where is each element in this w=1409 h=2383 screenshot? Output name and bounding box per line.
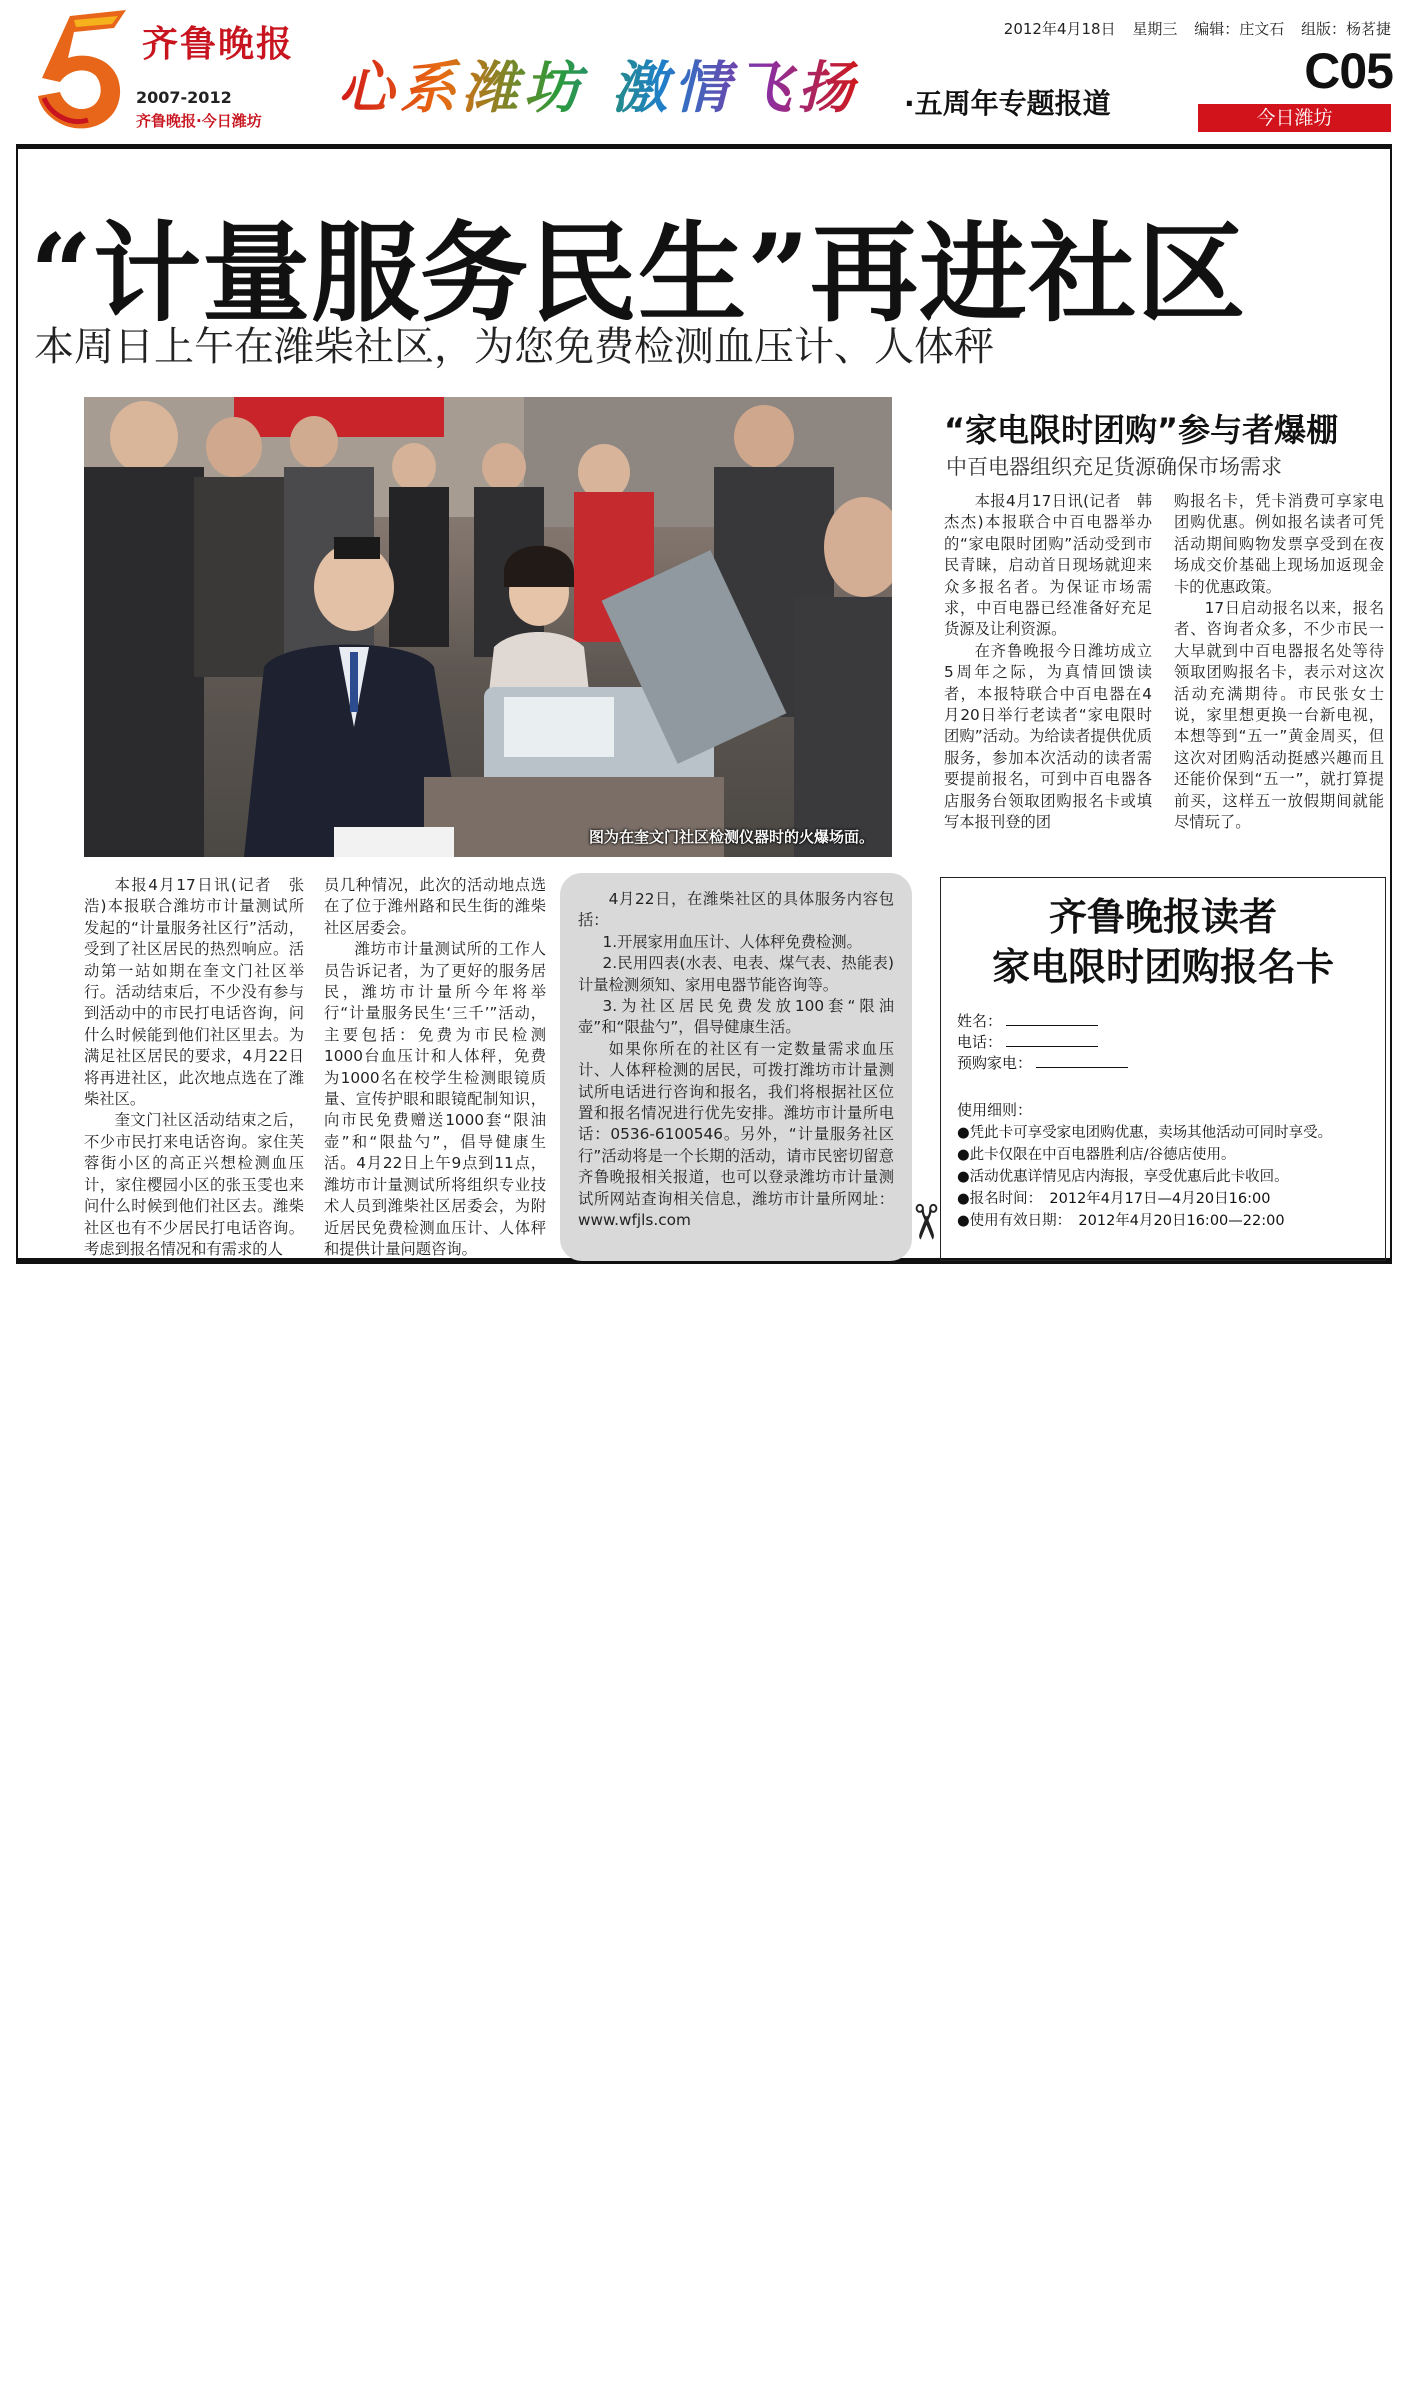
paragraph: 奎文门社区活动结束之后，不少市民打来电话咨询。家住芙蓉街小区的高正兴想检测血压计，家住樱园小区的张玉雯也来问什么时候到他们社区去。潍柴社区也有不少居民打电话咨询。考虑到报名情况和有需求的人: [84, 1111, 304, 1258]
number-5-logo-icon: [30, 6, 130, 134]
appliance-field[interactable]: [957, 1052, 1128, 1073]
rule-item: ●凭此卡可享受家电团购优惠，卖场其他活动可同时享受。: [957, 1125, 1333, 1141]
paragraph: 17日启动报名以来，报名者、咨询者众多，不少市民一大早就到中百电器报名处等待领取团购报名卡，表示对这次活动充满期待。市民张女士说，家里想更换一台新电视，本想等到“五一”黄金周买，但这次对团购活动挺感兴趣而且还能价保到“五一”，就打算提前买，这样五一放假期间就能尽情玩了。: [1174, 599, 1384, 832]
side-article-subtitle: 中百电器组织充足货源确保市场需求: [946, 455, 1282, 479]
subheadline: 本周日上午在潍柴社区，为您免费检测血压计、人体秤: [34, 324, 994, 370]
photo-illustration: [84, 397, 892, 857]
banner-slogan: 心系潍坊 激情飞扬: [338, 44, 860, 124]
service-info-box: [560, 873, 912, 1261]
coupon-title-line-2: 家电限时团购报名卡: [991, 944, 1334, 989]
box-item: 2.民用四表(水表、电表、煤气表、热能表)计量检测须知、家用电器节能咨询等。: [578, 954, 894, 994]
side-article-column-1: [944, 491, 1152, 834]
anniversary-banner: [338, 36, 1158, 130]
paragraph: 在齐鲁晚报今日潍坊成立5周年之际，为真情回馈读者，本报特联合中百电器在4月20日举行老读者“家电限时团购”活动。为给读者提供优质服务，参加本次活动的读者需要提前报名，可到中百电器各店服务台领取团购报名卡或填写本报刊登的团: [944, 641, 1152, 832]
side-article-column-2: [1174, 491, 1384, 834]
rule-item: ●活动优惠详情见店内海报，享受优惠后此卡收回。: [957, 1169, 1289, 1185]
phone-field[interactable]: [957, 1031, 1098, 1052]
rule-item: ●使用有效日期： 2012年4月20日16:00—22:00: [957, 1213, 1285, 1229]
rule-item: ●此卡仅限在中百电器胜利店/谷德店使用。: [957, 1147, 1236, 1163]
layout-editor: 组版：杨茗捷: [1300, 20, 1391, 38]
page-number: C05: [1304, 43, 1393, 99]
section-tab: 今日潍坊: [1198, 104, 1391, 132]
paragraph: 本报4月17日讯(记者 张浩)本报联合潍坊市计量测试所发起的“计量服务社区行”活动，受到了社区居民的热烈响应。活动第一站如期在奎文门社区举行。活动结束后，不少没有参与到活动中的市民打电话咨询，问什么时候能到他们社区里去。为满足社区居民的要求，4月22日将再进社区，此次地点选在了潍柴社区。: [84, 876, 304, 1109]
paper-subtitle: 齐鲁晚报·今日潍坊: [136, 112, 262, 130]
issue-meta: [992, 18, 1391, 39]
phone-label: 电话：: [957, 1033, 1003, 1051]
issue-weekday: 星期三: [1132, 20, 1178, 38]
banner-subtitle: ·五周年专题报道: [904, 87, 1111, 120]
rules-title: 使用细则：: [957, 1101, 1033, 1119]
main-article-column-2: [324, 875, 546, 1260]
box-outro: 如果你所在的社区有一定数量需求血压计、人体秤检测的居民，可拨打潍坊市计量测试所电话进行咨询和报名，我们将根据社区位置和报名情况进行优先安排。潍坊市计量所电话：0536-6100546。另外，“计量服务社区行”活动将是一个长期的活动，请市民密切留意齐鲁晚报相关报道，也可以登录潍坊市计量测试所网站查询相关信息，潍坊市计量所网址：www.wfjls.com: [578, 1039, 894, 1230]
anniversary-years: 2007-2012: [136, 88, 232, 107]
name-field[interactable]: [957, 1010, 1098, 1031]
page-frame: [16, 144, 1392, 1264]
news-photo: [84, 397, 892, 857]
masthead: [0, 0, 1409, 140]
issue-date: 2012年4月18日: [1003, 20, 1116, 38]
phone-blank[interactable]: [1006, 1033, 1098, 1047]
name-blank[interactable]: [1006, 1012, 1098, 1026]
side-article-title: “家电限时团购”参与者爆棚: [944, 411, 1339, 449]
scissors-icon: ✂: [897, 1201, 954, 1243]
coupon-title-line-1: 齐鲁晚报读者: [1048, 894, 1277, 939]
paragraph: 潍坊市计量测试所的工作人员告诉记者，为了更好的服务居民，潍坊市计量所今年将举行“计量服务民生‘三千’”活动，主要包括：免费为市民检测1000台血压计和人体秤，免费为1000名在校学生检测眼镜质量、宣传护眼和眼镜配制知识，向市民免费赠送1000套“限油壶”和“限盐勺”，倡导健康生活。4月22日上午9点到11点，潍坊市计量测试所将组织专业技术人员到潍柴社区居委会，为附近居民免费检测血压计、人体秤和提供计量问题咨询。: [324, 940, 546, 1258]
appliance-label: 预购家电：: [957, 1054, 1033, 1072]
paper-name: 齐鲁晚报: [142, 23, 295, 65]
box-intro: 4月22日，在潍柴社区的具体服务内容包括：: [578, 890, 894, 930]
rule-item: ●报名时间： 2012年4月17日—4月20日16:00: [957, 1191, 1271, 1207]
headline: “计量服务民生”再进社区: [30, 211, 1247, 337]
editor: 编辑：庄文石: [1194, 20, 1285, 38]
appliance-blank[interactable]: [1036, 1054, 1128, 1068]
paragraph: 购报名卡，凭卡消费可享家电团购优惠。例如报名读者可凭活动期间购物发票享受到在夜场成交价基础上现场加返现金卡的优惠政策。: [1174, 492, 1384, 596]
box-item: 1.开展家用血压计、人体秤免费检测。: [602, 932, 862, 951]
paragraph: 本报4月17日讯(记者 韩杰杰)本报联合中百电器举办的“家电限时团购”活动受到市民青睐，启动首日现场就迎来众多报名者。为保证市场需求，中百电器已经准备好充足货源及让利资源。: [944, 492, 1152, 639]
paragraph: 员几种情况，此次的活动地点选在了位于潍州路和民生街的潍柴社区居委会。: [324, 876, 546, 937]
photo-caption: 图为在奎文门社区检测仪器时的火爆场面。: [588, 828, 874, 846]
registration-coupon: [897, 877, 1386, 1261]
main-article-column-1: [84, 875, 304, 1260]
name-label: 姓名：: [957, 1012, 1003, 1030]
box-item: 3.为社区居民免费发放100套“限油壶”和“限盐勺”，倡导健康生活。: [578, 997, 894, 1037]
